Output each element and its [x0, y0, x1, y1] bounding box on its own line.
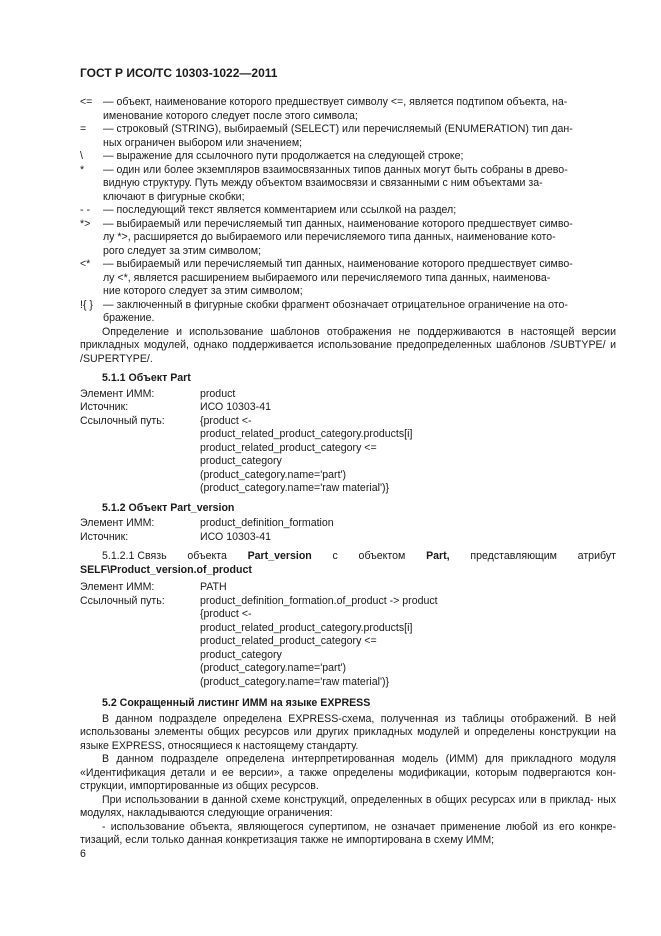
attribute-name: SELF\Product_version.of_product: [80, 563, 252, 576]
legend-text-line: именование которого следует после этого символа;: [103, 109, 358, 122]
legend-item-extends: [80, 218, 616, 259]
page-number: 6: [80, 848, 86, 860]
legend-text-line: видную структуру. Путь между объектом взаимосвязи и связанными с ним объектами за-: [103, 177, 543, 189]
mapping-row: Ссылочный путь: product_definition_formation.of_product -> product {product <- product_related_product_category.products[i] product_related_product_category <= product_category (product_category.name='part') (product_category.name='raw material')}: [80, 594, 438, 688]
legend-text-line: лу *>, расширяется до выбираемого или перечисляемого типа данных, наименование кото-: [103, 231, 556, 243]
legend-text-line: — один или более экземпляров взаимосвязанных типов данных могут быть собраны в древо-: [103, 163, 568, 176]
paragraph: В данном подразделе определена интерпретированная модель (ИММ) для прикладного модуля «Идентификация детали и ее версии», а также определены модификации, которым подвергаются кон- струкции, импортированные из общих ресурсов.: [80, 753, 616, 792]
mapping-row: Ссылочный путь: {product <- product_related_product_category.products[i] product_related_product_category <= product_category (product_category.name='part') (product_category.name='raw material')}: [80, 414, 413, 494]
mapping-row: Элемент ИММ: PATH: [80, 581, 227, 593]
legend-text-line: — выбираемый или перечисляемый тип данных, наименование которого предшествует симво-: [103, 217, 573, 230]
legend-text-line: — заключенный в фигурные скобки фрагмент обозначает отрицательное ограничение на ото-: [103, 298, 568, 311]
section-5-1-1-heading: 5.1.1 Объект Part: [102, 372, 191, 384]
legend-symbol: !{ }: [80, 298, 93, 311]
section-5-1-2-1-heading: 5.1.2.1 Связь объекта Part_version с объектом Part, представляющим атрибут: [102, 550, 616, 562]
paragraph: В данном подразделе определена EXPRESS-схема, полученная из таблицы отображений. В ней использованы элементы общих ресурсов или других прикладных модулей и определены конструкции на языке EXPRESS, относящиеся к настоящему стандарту.: [80, 712, 616, 752]
legend-item-negative: [80, 299, 616, 326]
legend-symbol: \: [80, 150, 83, 162]
legend-symbol: =: [80, 123, 87, 135]
legend-symbol: *>: [80, 217, 91, 230]
mapping-row: Элемент ИММ: product_definition_formation: [80, 517, 334, 529]
legend-text-line: лу <*, является расширением выбираемого или перечисляемого типа данных, наименова-: [103, 271, 551, 284]
legend-text-line: ключают в фигурные скобки;: [103, 190, 245, 203]
legend-item-equals: [80, 123, 616, 150]
mapping-row: Элемент ИММ: product: [80, 387, 236, 400]
legend-text-line: бражение.: [103, 312, 155, 324]
legend-symbol: <=: [80, 96, 93, 108]
page-header: ГОСТ Р ИСО/ТС 10303-1022—2011: [80, 66, 278, 80]
legend-item-backslash: [80, 150, 616, 164]
legend-symbol: *: [80, 163, 85, 176]
legend-text-line: — выбираемый или перечисляемый тип данных, наименование которого предшествует симво-: [103, 258, 573, 270]
section-5-2-heading: 5.2 Сокращенный листинг ИММ на языке EXPRESS: [102, 697, 371, 709]
legend-item-subtype: [80, 96, 616, 123]
legend-text-line: рого следует за этим символом;: [103, 244, 262, 257]
legend-text-line: — строковый (STRING), выбираемый (SELECT) или перечисляемый (ENUMERATION) тип дан-: [103, 123, 573, 135]
legend-item-comment: [80, 204, 616, 218]
section-5-1-2-heading: 5.1.2 Объект Part_version: [102, 501, 235, 514]
mapping-row: Источник: ИСО 10303-41: [80, 530, 271, 543]
legend-item-asterisk: [80, 164, 616, 205]
legend-text-line: ние которого следует за этим символом;: [103, 285, 303, 297]
page-content: [80, 96, 616, 848]
legend-symbol: <*: [80, 258, 91, 270]
legend-text-line: — выражение для ссылочного пути продолжается на следующей строке;: [103, 150, 464, 162]
templates-paragraph: Определение и использование шаблонов отображения не поддерживаются в настоящей версии прикладных модулей, однако поддерживается использование предопределенных шаблонов /SUBTYPE/ и /SUPERTYPE/.: [80, 325, 616, 365]
mapping-row: Источник: ИСО 10303-41: [80, 401, 271, 413]
legend-symbol: - -: [80, 204, 90, 216]
legend-text-line: — объект, наименование которого предшествует символу <=, является подтипом объекта, на-: [103, 96, 568, 108]
legend-text-line: — последующий текст является комментарием или ссылкой на раздел;: [103, 204, 457, 216]
legend-item-extension: [80, 258, 616, 299]
legend-text-line: ных ограничен выбором или значением;: [103, 136, 303, 149]
paragraph: - использование объекта, являющегося супертипом, не означает применение любой из его конкре- тизаций, если только данная конкретизация также не импортирована в схему ИММ;: [80, 820, 616, 846]
symbol-legend: [80, 96, 616, 326]
paragraph: При использовании в данной схеме конструкций, определенных в общих ресурсах или в приклад- ных модулях, накладываются следующие ограничения:: [80, 793, 616, 819]
